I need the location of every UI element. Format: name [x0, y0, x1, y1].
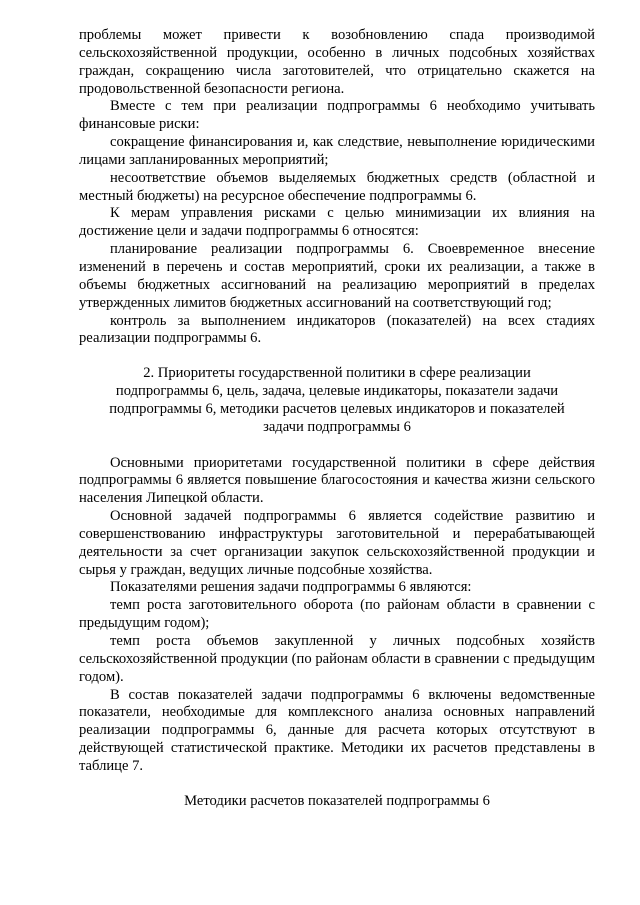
list-item-funding-cut: сокращение финансирования и, как следствие, невыполнение юридическими лицами запланированных мероприятий; — [79, 134, 595, 168]
paragraph-risk-continuation: проблемы может привести к возобновлению спада производимой сельскохозяйственной продукции, особенно в личных подсобных хозяйствах граждан, сокращению числа заготовителей, что отрицательно скажется на продовольственной безопасности региона. — [79, 27, 595, 97]
section-heading: 2. Приоритеты государственной политики в сфере реализации подпрограммы 6, цель, задача, целевые индикаторы, показатели задачи подпрограммы 6, методики расчетов целевых индикаторов и показателей задачи подпрограммы 6 — [109, 365, 565, 435]
list-item-budget-mismatch: несоответствие объемов выделяемых бюджетных средств (областной и местный бюджеты) на ресурсное обеспечение подпрограммы 6. — [79, 169, 595, 204]
list-item-control: контроль за выполнением индикаторов (показателей) на всех стадиях реализации подпрограммы 6. — [79, 312, 595, 347]
paragraph-departmental-indicators: В состав показателей задачи подпрограммы 6 включены ведомственные показатели, необходимые для комплексного анализа основных направлений реализации подпрограммы 6, данные для расчета которых отсутствуют в действующей статистической практике. Методики их расчетов представлены в таблице 7. — [79, 686, 595, 774]
paragraph-priorities: Основными приоритетами государственной политики в сфере действия подпрограммы 6 является повышение благосостояния и качества жизни сельского населения Липецкой области. — [79, 454, 595, 507]
table-caption: Методики расчетов показателей подпрограммы 6 — [184, 792, 490, 809]
list-item-procurement-growth: темп роста заготовительного оборота (по районам области в сравнении с предыдущим годом); — [79, 597, 595, 632]
list-item-purchase-volume-growth: темп роста объемов закупленной у личных подсобных хозяйств сельскохозяйственной продукции (по районам области в сравнении с предыдущим годом). — [79, 633, 595, 685]
paragraph-financial-risks: Вместе с тем при реализации подпрограммы 6 необходимо учитывать финансовые риски: — [79, 98, 595, 133]
list-item-planning: планирование реализации подпрограммы 6. Своевременное внесение изменений в перечень и состав мероприятий, сроки их реализации, а также в объемы бюджетных ассигнований на реализацию мероприятий в пределах утвержденных лимитов бюджетных ассигнований на соответствующий год; — [79, 241, 595, 311]
paragraph-risk-measures: К мерам управления рисками с целью минимизации их влияния на достижение цели и задачи подпрограммы 6 относятся: — [79, 205, 595, 240]
document-page — [79, 27, 595, 811]
paragraph-main-task: Основной задачей подпрограммы 6 является содействие развитию и совершенствованию инфраструктуры заготовительной и перерабатывающей деятельности за счет организации закупок сельскохозяйственной продукции и сырья у граждан, ведущих личные подсобные хозяйства. — [79, 508, 595, 578]
paragraph-indicators-intro: Показателями решения задачи подпрограммы 6 являются: — [110, 579, 472, 596]
